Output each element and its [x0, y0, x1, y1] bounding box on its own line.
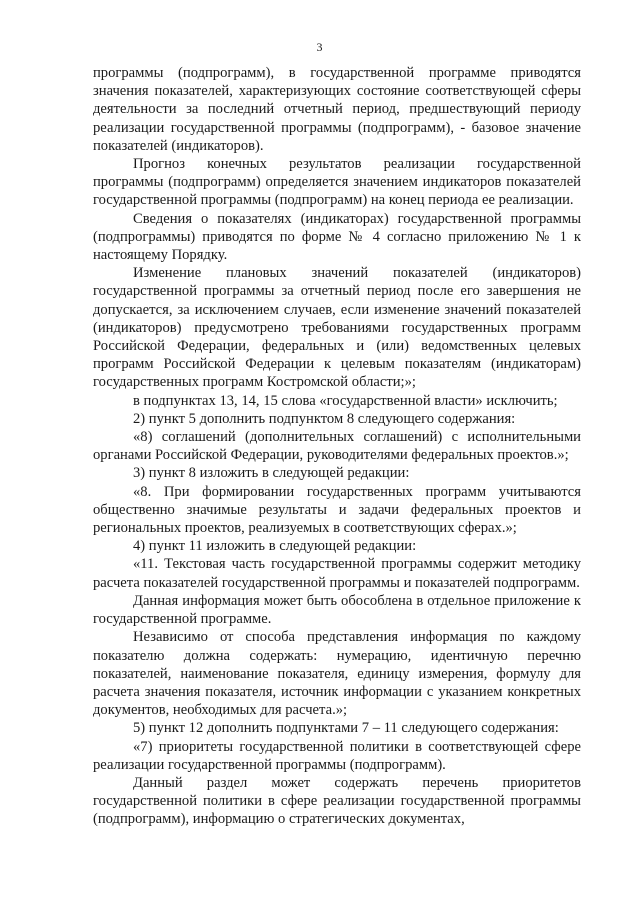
paragraph: «8) соглашений (дополнительных соглашений) с исполнительными органами Российской Федерации, руководителями федеральных проектов.»;	[93, 429, 581, 464]
paragraph: в подпунктах 13, 14, 15 слова «государственной власти» исключить;	[133, 392, 558, 409]
paragraph: Прогноз конечных результатов реализации государственной программы (подпрограмм) определяется значением индикаторов показателей государственной программы (подпрограмм) на конец периода ее реализации.	[93, 156, 581, 209]
paragraph: 4) пункт 11 изложить в следующей редакции:	[133, 538, 417, 555]
paragraph: Данный раздел может содержать перечень приоритетов государственной политики в сфере реализации государственной программы (подпрограмм), информацию о стратегических документах,	[93, 774, 581, 828]
paragraph: «11. Текстовая часть государственной программы содержит методику расчета показателей государственной программы и показателей подпрограмм.	[93, 556, 581, 591]
paragraph: Данная информация может быть обособлена в отдельное приложение к государственной программе.	[93, 592, 581, 628]
paragraph: «7) приоритеты государственной политики в соответствующей сфере реализации государственной программы (подпрограмм).	[93, 738, 581, 773]
page-number: 3	[316, 40, 323, 54]
paragraph: Изменение плановых значений показателей (индикаторов) государственной программы за отчетный период после его завершения не допускается, за исключением случаев, если изменение значений показателей (индикаторов) предусмотрено требованиями государственных программ Российской Федерации, федеральных и (или) ведомственных целевых программ Российской Федерации к целевым показателям (индикаторам) государственных программ Костромской области;»;	[93, 265, 581, 391]
document-body	[93, 64, 581, 829]
paragraph: 2) пункт 5 дополнить подпунктом 8 следующего содержания:	[133, 410, 516, 427]
paragraph: 3) пункт 8 изложить в следующей редакции:	[133, 465, 410, 482]
paragraph: 5) пункт 12 дополнить подпунктами 7 – 11 следующего содержания:	[133, 720, 559, 737]
paragraph: «8. При формировании государственных программ учитываются общественно значимые результаты и задачи федеральных проектов и региональных проектов, реализуемых в соответствующих сферах.»;	[93, 483, 581, 537]
paragraph: программы (подпрограмм), в государственной программе приводятся значения показателей, характеризующих состояние соответствующей сферы деятельности за последний отчетный период, предшествующий периоду реализации государственной программы (подпрограмм), - базовое значение показателей (индикаторов).	[93, 65, 581, 154]
paragraph: Независимо от способа представления информация по каждому показателю должна содержать: нумерацию, идентичную перечню показателей, наименование показателя, единицу измерения, формулу для расчета значения показателя, источник информации с указанием конкретных документов, необходимых для расчета.»;	[93, 629, 581, 719]
paragraph: Сведения о показателях (индикаторах) государственной программы (подпрограммы) приводятся по форме № 4 согласно приложению № 1 к настоящему Порядку.	[93, 210, 581, 264]
